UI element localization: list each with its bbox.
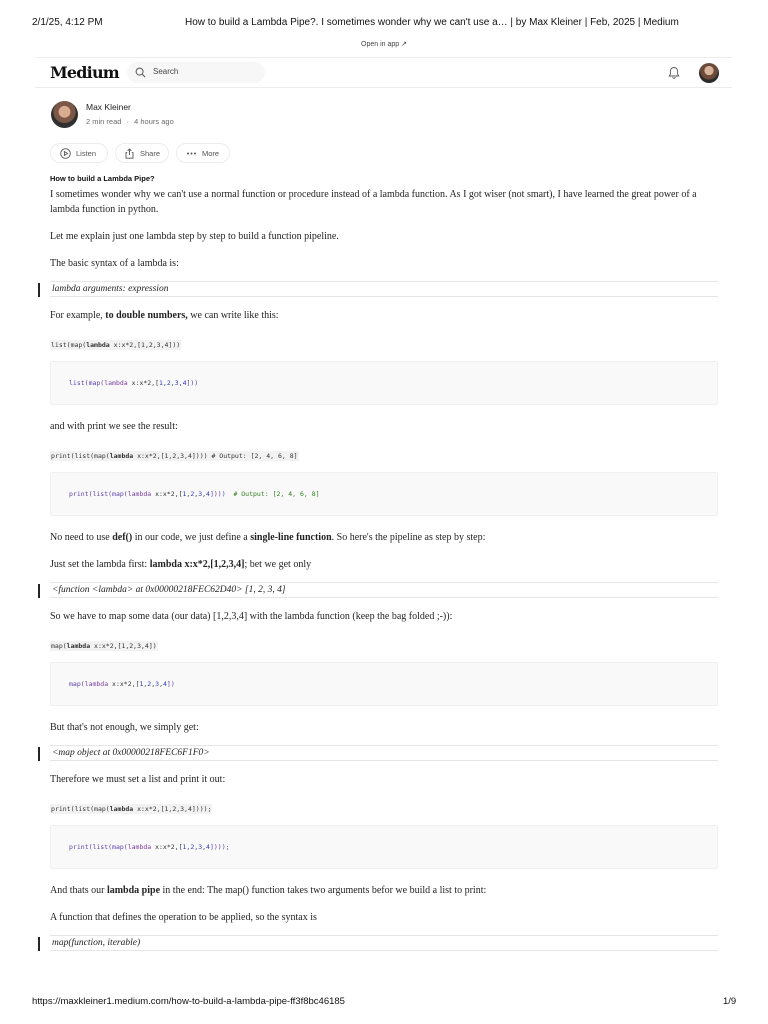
code-number: 1 xyxy=(159,379,163,387)
more-dots-icon xyxy=(186,148,197,159)
code-number: 2 xyxy=(166,379,171,387)
paragraph: A function that defines the operation to be applied, so the syntax is xyxy=(50,912,317,923)
code-token: x:x*2,[ xyxy=(127,379,160,387)
medium-logo[interactable]: Medium xyxy=(50,63,119,82)
listen-label: Listen xyxy=(76,148,97,158)
share-label: Share xyxy=(140,148,161,158)
code-number: 1 xyxy=(182,490,187,498)
code-keyword: lambda xyxy=(127,490,152,498)
text: in the end: The map() function takes two arguments befor we build a list to print: xyxy=(160,885,487,896)
code-text: map( xyxy=(51,642,67,650)
paragraph: I sometimes wonder why we can't use a normal function or procedure instead of a lambda function. As I got wiser (not smart), I have learned the great power of a lambda function in python. xyxy=(50,189,697,215)
bold-text: lambda pipe xyxy=(106,885,161,896)
code-number: 3 xyxy=(174,379,179,387)
code-token: print(list(map( xyxy=(69,490,128,498)
code-text: print(list(map( xyxy=(51,805,110,813)
code-token: ])) xyxy=(186,379,199,387)
code-token: ]))); xyxy=(209,843,230,851)
share-button[interactable] xyxy=(115,143,169,163)
code-number: 3 xyxy=(198,490,203,498)
code-keyword: lambda xyxy=(104,379,128,387)
page-url: https://maxkleiner1.medium.com/how-to-build-a-lambda-pipe-ff3f8bc46185 xyxy=(32,996,345,1007)
code-token: , xyxy=(186,490,191,498)
code-token: , xyxy=(170,379,175,387)
text: we can write like this: xyxy=(187,310,279,321)
article-body xyxy=(50,174,718,962)
play-icon xyxy=(60,148,71,159)
inline-code xyxy=(50,641,158,651)
code-number: 2 xyxy=(147,680,152,688)
code-token: , xyxy=(178,379,183,387)
code-number: 4 xyxy=(206,490,210,498)
code-number: 4 xyxy=(182,379,187,387)
code-token: list(map( xyxy=(69,379,105,387)
inline-code xyxy=(50,340,181,350)
code-token: , xyxy=(159,680,163,688)
code-block xyxy=(50,472,718,516)
text: ; bet we get only xyxy=(244,559,312,570)
code-token: , xyxy=(194,843,199,851)
code-text: list(map( xyxy=(51,341,87,349)
search-box[interactable] xyxy=(127,62,265,83)
code-number: 2 xyxy=(190,843,195,851)
bold-text: single-line function xyxy=(250,532,332,543)
code-comment: # Output: [2, 4, 6, 8] xyxy=(233,490,320,498)
code-block xyxy=(50,825,718,869)
code-content xyxy=(69,843,230,851)
code-token: x:x*2,[ xyxy=(108,680,140,688)
blockquote: <function <lambda> at 0x00000218FEC62D40> [1, 2, 3, 4] xyxy=(50,582,718,598)
text: . So here's the pipeline as step by step: xyxy=(331,532,486,543)
search-icon xyxy=(135,67,146,78)
code-keyword: lambda xyxy=(86,341,110,349)
paragraph: Therefore we must set a list and print it out: xyxy=(50,774,226,785)
code-token: , xyxy=(194,490,199,498)
code-token: ]) xyxy=(166,680,175,688)
inline-code xyxy=(50,804,212,814)
inline-code-line xyxy=(50,798,718,812)
open-in-app-link[interactable]: Open in app ↗ xyxy=(361,41,407,48)
code-content xyxy=(69,379,198,387)
text: And thats our xyxy=(50,885,107,896)
code-token: ]))) xyxy=(209,490,234,498)
code-number: 2 xyxy=(190,490,195,498)
code-token: x:x*2,[ xyxy=(151,490,183,498)
inline-code-line xyxy=(50,334,718,348)
code-number: 1 xyxy=(182,843,187,851)
meta-separator: · xyxy=(126,117,130,126)
author-name[interactable]: Max Kleiner xyxy=(86,102,131,112)
paragraph: The basic syntax of a lambda is: xyxy=(50,258,179,269)
code-keyword: lambda xyxy=(109,452,134,460)
code-keyword: lambda xyxy=(66,642,91,650)
code-keyword: lambda xyxy=(109,805,134,813)
paragraph: So we have to map some data (our data) [1,2,3,4] with the lambda function (keep the bag folded ;-)): xyxy=(50,611,453,622)
read-time: 2 min read xyxy=(86,117,122,126)
code-token: map( xyxy=(69,680,85,688)
code-token: , xyxy=(162,379,167,387)
user-avatar[interactable] xyxy=(699,63,719,83)
page-number: 1/9 xyxy=(723,996,737,1007)
code-number: 4 xyxy=(162,680,167,688)
article-meta xyxy=(86,117,174,126)
share-icon xyxy=(124,148,135,159)
code-number: 3 xyxy=(155,680,160,688)
top-navigation-bar xyxy=(35,57,732,88)
article-heading: How to build a Lambda Pipe? xyxy=(50,174,155,183)
inline-code-line xyxy=(50,635,718,649)
code-content xyxy=(69,490,320,498)
blockquote: lambda arguments: expression xyxy=(50,281,718,297)
code-number: 4 xyxy=(206,843,210,851)
paragraph: and with print we see the result: xyxy=(50,421,178,432)
code-token: , xyxy=(202,843,207,851)
print-date: 2/1/25, 4:12 PM xyxy=(32,17,103,28)
code-token: x:x*2,[ xyxy=(151,843,183,851)
code-text: x:x*2,[1,2,3,4]))); xyxy=(133,805,212,813)
search-input[interactable] xyxy=(153,67,253,76)
paragraph xyxy=(50,883,718,898)
more-label: More xyxy=(202,148,220,158)
code-keyword: lambda xyxy=(84,680,109,688)
inline-code xyxy=(50,451,299,461)
paragraph xyxy=(50,530,718,545)
code-block xyxy=(50,662,718,706)
code-text: x:x*2,[1,2,3,4])) xyxy=(109,341,181,349)
code-text: print(list(map( xyxy=(51,452,110,460)
posted-time: 4 hours ago xyxy=(134,117,174,126)
code-keyword: lambda xyxy=(127,843,152,851)
blockquote: map(function, iterable) xyxy=(50,935,718,951)
bell-icon[interactable] xyxy=(667,66,681,80)
code-number: 1 xyxy=(139,680,144,688)
code-text: x:x*2,[1,2,3,4]) xyxy=(90,642,157,650)
bold-text: to double numbers, xyxy=(105,310,188,321)
blockquote: <map object at 0x00000218FEC6F1F0> xyxy=(50,745,718,761)
inline-code-line xyxy=(50,445,718,459)
bold-text: def() xyxy=(112,532,133,543)
code-number: 3 xyxy=(198,843,203,851)
print-header xyxy=(0,17,768,31)
paragraph xyxy=(50,308,718,323)
author-avatar[interactable] xyxy=(51,101,78,128)
bold-text: lambda x:x*2,[1,2,3,4] xyxy=(149,559,245,570)
paragraph: But that's not enough, we simply get: xyxy=(50,722,199,733)
code-token: , xyxy=(151,680,156,688)
print-title: How to build a Lambda Pipe?. I sometimes wonder why we can't use a… | by Max Kleiner | Feb, 2025 | Medium xyxy=(185,17,679,28)
more-button[interactable] xyxy=(176,143,230,163)
code-token: , xyxy=(186,843,191,851)
text: in our code, we just define a xyxy=(132,532,251,543)
code-block xyxy=(50,361,718,405)
paragraph: Let me explain just one lambda step by step to build a function pipeline. xyxy=(50,231,339,242)
code-content xyxy=(69,680,175,688)
code-token: , xyxy=(143,680,148,688)
text: Just set the lambda first: xyxy=(50,559,150,570)
code-token: print(list(map( xyxy=(69,843,128,851)
listen-button[interactable] xyxy=(50,143,108,163)
paragraph xyxy=(50,557,718,572)
text: For example, xyxy=(50,310,106,321)
code-token: , xyxy=(202,490,207,498)
code-text: x:x*2,[1,2,3,4]))) # Output: [2, 4, 6, 8] xyxy=(133,452,298,460)
text: No need to use xyxy=(50,532,113,543)
